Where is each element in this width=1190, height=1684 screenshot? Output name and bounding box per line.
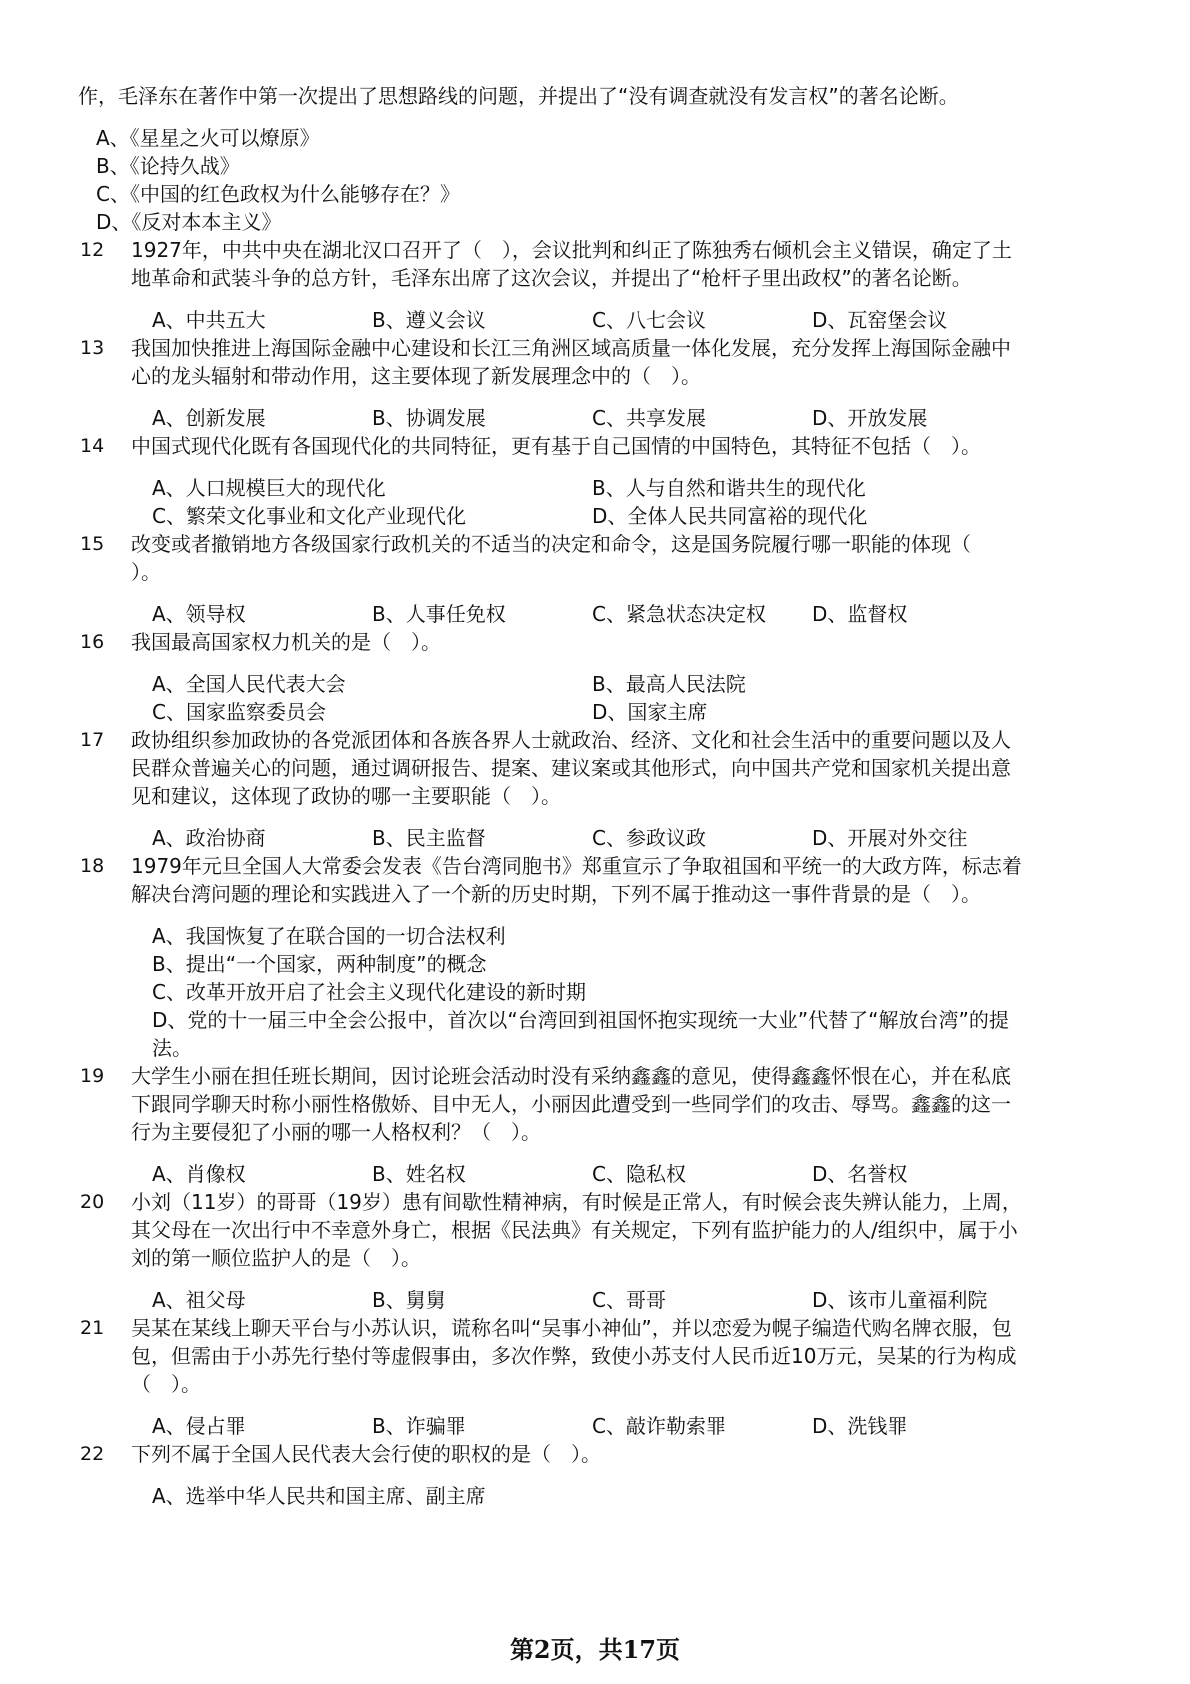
option: B、人与自然和谐共生的现代化 [592, 476, 866, 500]
option: B、最高人民法院 [592, 672, 746, 696]
option: D、全体人民共同富裕的现代化 [592, 504, 868, 528]
option: B、《论持久战》 [96, 154, 240, 178]
option: B、民主监督 [372, 826, 486, 850]
question-text: ）。 [131, 560, 161, 584]
question-text: 包，但需由于小苏先行垫付等虚假事由，多次作弊，致使小苏支付人民币近10万元，吴某的行为构成 [131, 1344, 1017, 1368]
question-text: 刘的第一顺位监护人的是（ ）。 [131, 1246, 421, 1270]
question-text: 1927年，中共中央在湖北汉口召开了（ ），会议批判和纠正了陈独秀右倾机会主义错误，确定了土 [131, 238, 1012, 262]
option: D、监督权 [812, 602, 908, 626]
option: B、遵义会议 [372, 308, 486, 332]
question-number: 12 [80, 239, 105, 261]
option: D、开放发展 [812, 406, 928, 430]
option: C、繁荣文化事业和文化产业现代化 [152, 504, 466, 528]
option: C、敲诈勒索罪 [592, 1414, 726, 1438]
question-text: 小刘（11岁）的哥哥（19岁）患有间歇性精神病，有时候是正常人，有时候会丧失辨认能力，上周， [131, 1190, 1022, 1214]
option: C、哥哥 [592, 1288, 666, 1312]
question-number: 20 [80, 1191, 105, 1213]
option: D、洗钱罪 [812, 1414, 908, 1438]
option: B、姓名权 [372, 1162, 466, 1186]
option: C、国家监察委员会 [152, 700, 326, 724]
question-text: 地革命和武装斗争的总方针，毛泽东出席了这次会议，并提出了“枪杆子里出政权”的著名论断。 [131, 266, 972, 290]
option: C、参政议政 [592, 826, 706, 850]
question-text: 政协组织参加政协的各党派团体和各族各界人士就政治、经济、文化和社会生活中的重要问题以及人 [131, 728, 1011, 752]
question-number: 13 [80, 337, 105, 359]
option: B、人事任免权 [372, 602, 506, 626]
option: B、协调发展 [372, 406, 486, 430]
option: C、共享发展 [592, 406, 706, 430]
question-number: 14 [80, 435, 105, 457]
continuation-text: 作，毛泽东在著作中第一次提出了思想路线的问题，并提出了“没有调查就没有发言权”的著名论断。 [78, 84, 959, 108]
question-number: 17 [80, 729, 105, 751]
option: 法。 [152, 1036, 192, 1060]
question-number: 19 [80, 1065, 105, 1087]
question-text: 见和建议，这体现了政协的哪一主要职能（ ）。 [131, 784, 561, 808]
option: A、肖像权 [152, 1162, 246, 1186]
question-text: 解决台湾问题的理论和实践进入了一个新的历史时期，下列不属于推动这一事件背景的是（ ）。 [131, 882, 981, 906]
question-number: 18 [80, 855, 105, 877]
option: D、名誉权 [812, 1162, 908, 1186]
question-text: 民群众普遍关心的问题，通过调研报告、提案、建议案或其他形式，向中国共产党和国家机关提出意 [131, 756, 1011, 780]
option: C、隐私权 [592, 1162, 686, 1186]
option: C、紧急状态决定权 [592, 602, 766, 626]
option: A、创新发展 [152, 406, 266, 430]
question-text: （ ）。 [131, 1372, 201, 1396]
option: A、选举中华人民共和国主席、副主席 [152, 1484, 486, 1508]
option: C、八七会议 [592, 308, 706, 332]
option: B、诈骗罪 [372, 1414, 466, 1438]
question-text: 其父母在一次出行中不幸意外身亡，根据《民法典》有关规定，下列有监护能力的人/组织中，属于小 [131, 1218, 1018, 1242]
option: A、领导权 [152, 602, 246, 626]
question-text: 吴某在某线上聊天平台与小苏认识，谎称名叫“吴事小神仙”，并以恋爱为幌子编造代购名牌衣服，包 [131, 1316, 1012, 1340]
option: D、开展对外交往 [812, 826, 968, 850]
question-number: 15 [80, 533, 105, 555]
option: A、《星星之火可以燎原》 [96, 126, 320, 150]
option: D、国家主席 [592, 700, 708, 724]
question-text: 我国最高国家权力机关的是（ ）。 [131, 630, 441, 654]
option: C、《中国的红色政权为什么能够存在？》 [96, 182, 460, 206]
option: D、该市儿童福利院 [812, 1288, 988, 1312]
question-number: 16 [80, 631, 105, 653]
question-text: 下列不属于全国人民代表大会行使的职权的是（ ）。 [131, 1442, 601, 1466]
question-text: 我国加快推进上海国际金融中心建设和长江三角洲区域高质量一体化发展，充分发挥上海国际金融中 [131, 336, 1011, 360]
option: A、政治协商 [152, 826, 266, 850]
question-text: 下跟同学聊天时称小丽性格傲娇、目中无人，小丽因此遭受到一些同学们的攻击、辱骂。鑫鑫的这一 [131, 1092, 1011, 1116]
option: A、人口规模巨大的现代化 [152, 476, 386, 500]
question-text: 中国式现代化既有各国现代化的共同特征，更有基于自己国情的中国特色，其特征不包括（ ）。 [131, 434, 981, 458]
question-number: 21 [80, 1317, 105, 1339]
option: D、《反对本本主义》 [96, 210, 282, 234]
option: A、侵占罪 [152, 1414, 246, 1438]
option: A、全国人民代表大会 [152, 672, 346, 696]
question-text: 心的龙头辐射和带动作用，这主要体现了新发展理念中的（ ）。 [131, 364, 701, 388]
question-text: 大学生小丽在担任班长期间，因讨论班会活动时没有采纳鑫鑫的意见，使得鑫鑫怀恨在心，并在私底 [131, 1064, 1011, 1088]
option: B、舅舅 [372, 1288, 446, 1312]
option: D、瓦窑堡会议 [812, 308, 948, 332]
question-number: 22 [80, 1443, 105, 1465]
page-footer: 第2页，共17页 [509, 1635, 681, 1664]
option: A、我国恢复了在联合国的一切合法权利 [152, 924, 506, 948]
option: D、党的十一届三中全会公报中，首次以“台湾回到祖国怀抱实现统一大业”代替了“解放台湾”的提 [152, 1008, 1009, 1032]
option: B、提出“一个国家，两种制度”的概念 [152, 952, 487, 976]
option: A、祖父母 [152, 1288, 246, 1312]
option: C、改革开放开启了社会主义现代化建设的新时期 [152, 980, 586, 1004]
question-text: 改变或者撤销地方各级国家行政机关的不适当的决定和命令，这是国务院履行哪一职能的体现（ [131, 532, 971, 556]
question-text: 行为主要侵犯了小丽的哪一人格权利？（ ）。 [131, 1120, 541, 1144]
question-text: 1979年元旦全国人大常委会发表《告台湾同胞书》郑重宣示了争取祖国和平统一的大政方阵，标志着 [131, 854, 1022, 878]
option: A、中共五大 [152, 308, 266, 332]
